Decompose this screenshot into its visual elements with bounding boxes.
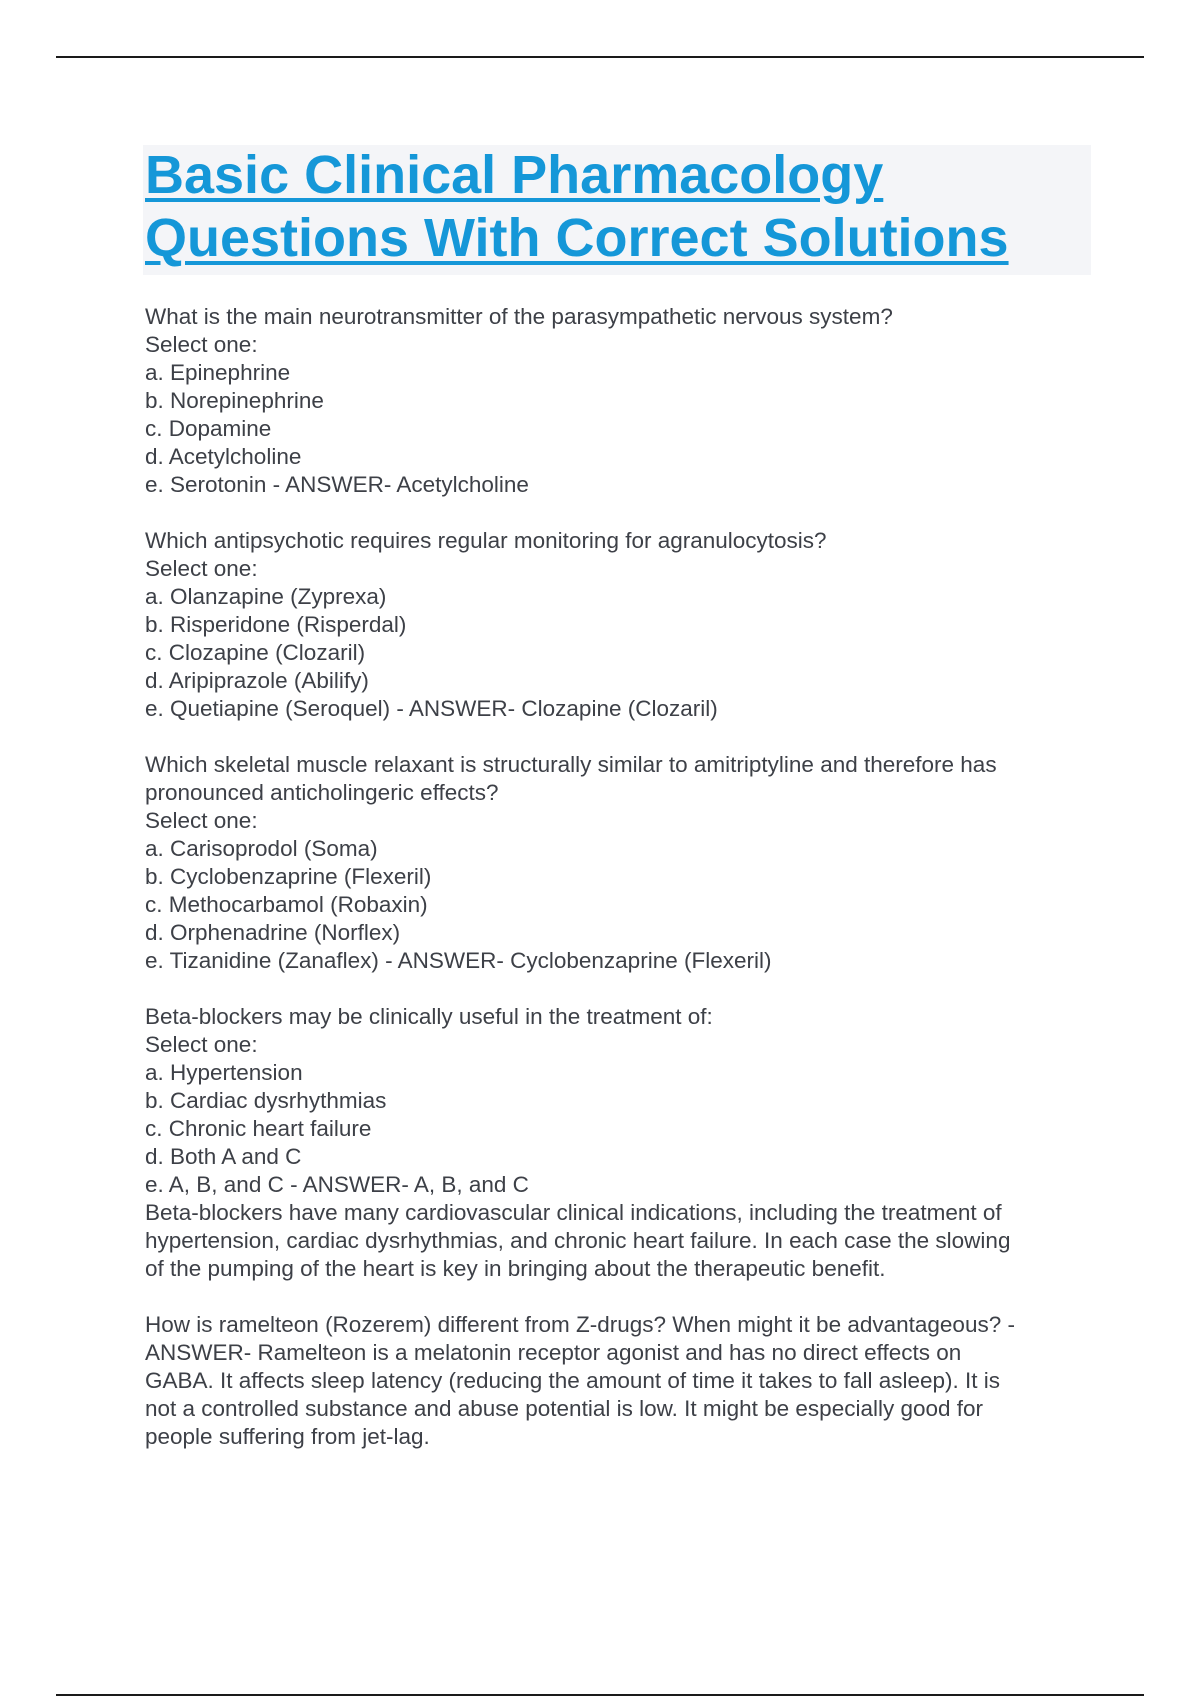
option-c: c. Dopamine <box>145 416 272 441</box>
option-e-with-answer: e. Serotonin - ANSWER- Acetylcholine <box>145 472 529 497</box>
explanation-line-2: hypertension, cardiac dysrhythmias, and chronic heart failure. In each case the slowing <box>145 1228 1011 1253</box>
title-block <box>143 145 1091 275</box>
option-c: c. Methocarbamol (Robaxin) <box>145 892 428 917</box>
qa-line-5: people suffering from jet-lag. <box>145 1424 430 1449</box>
option-b: b. Cardiac dysrhythmias <box>145 1088 387 1113</box>
option-a: a. Hypertension <box>145 1060 303 1085</box>
option-e-with-answer: e. A, B, and C - ANSWER- A, B, and C <box>145 1172 529 1197</box>
question-text-line-2: pronounced anticholingeric effects? <box>145 780 499 805</box>
question-block-1 <box>145 303 1095 499</box>
document-title-line-2[interactable]: Questions With Correct Solutions <box>145 208 1009 268</box>
option-e-with-answer: e. Tizanidine (Zanaflex) - ANSWER- Cyclobenzaprine (Flexeril) <box>145 948 772 973</box>
option-e-with-answer: e. Quetiapine (Seroquel) - ANSWER- Clozapine (Clozaril) <box>145 696 718 721</box>
option-c: c. Clozapine (Clozaril) <box>145 640 366 665</box>
question-block-2 <box>145 527 1095 723</box>
select-prompt: Select one: <box>145 808 258 833</box>
explanation-line-1: Beta-blockers have many cardiovascular clinical indications, including the treatment of <box>145 1200 1002 1225</box>
qa-line-4: not a controlled substance and abuse potential is low. It might be especially good for <box>145 1396 984 1421</box>
question-text-line-1: Which skeletal muscle relaxant is structurally similar to amitriptyline and therefore has <box>145 752 997 777</box>
qa-line-2: ANSWER- Ramelteon is a melatonin receptor agonist and has no direct effects on <box>145 1340 962 1365</box>
qa-line-3: GABA. It affects sleep latency (reducing the amount of time it takes to fall asleep). It is <box>145 1368 1000 1393</box>
qa-line-1: How is ramelteon (Rozerem) different from Z-drugs? When might it be advantageous? - <box>145 1312 1015 1337</box>
option-a: a. Carisoprodol (Soma) <box>145 836 378 861</box>
option-b: b. Norepinephrine <box>145 388 324 413</box>
question-text: Beta-blockers may be clinically useful in the treatment of: <box>145 1004 713 1029</box>
document-title-line-1[interactable]: Basic Clinical Pharmacology <box>145 145 884 205</box>
option-d: d. Orphenadrine (Norflex) <box>145 920 401 945</box>
option-c: c. Chronic heart failure <box>145 1116 372 1141</box>
option-a: a. Epinephrine <box>145 360 291 385</box>
question-block-3 <box>145 751 1095 975</box>
question-text: Which antipsychotic requires regular monitoring for agranulocytosis? <box>145 528 827 553</box>
option-a: a. Olanzapine (Zyprexa) <box>145 584 387 609</box>
select-prompt: Select one: <box>145 332 258 357</box>
option-b: b. Risperidone (Risperdal) <box>145 612 407 637</box>
option-d: d. Both A and C <box>145 1144 302 1169</box>
question-text: What is the main neurotransmitter of the parasympathetic nervous system? <box>145 304 893 329</box>
header-rule <box>56 56 1144 58</box>
question-block-5 <box>145 1311 1095 1451</box>
document-body <box>145 303 1095 1479</box>
option-d: d. Aripiprazole (Abilify) <box>145 668 369 693</box>
option-d: d. Acetylcholine <box>145 444 302 469</box>
question-block-4 <box>145 1003 1095 1283</box>
option-b: b. Cyclobenzaprine (Flexeril) <box>145 864 432 889</box>
select-prompt: Select one: <box>145 556 258 581</box>
explanation-line-3: of the pumping of the heart is key in bringing about the therapeutic benefit. <box>145 1256 886 1281</box>
footer-rule <box>56 1694 1144 1696</box>
select-prompt: Select one: <box>145 1032 258 1057</box>
